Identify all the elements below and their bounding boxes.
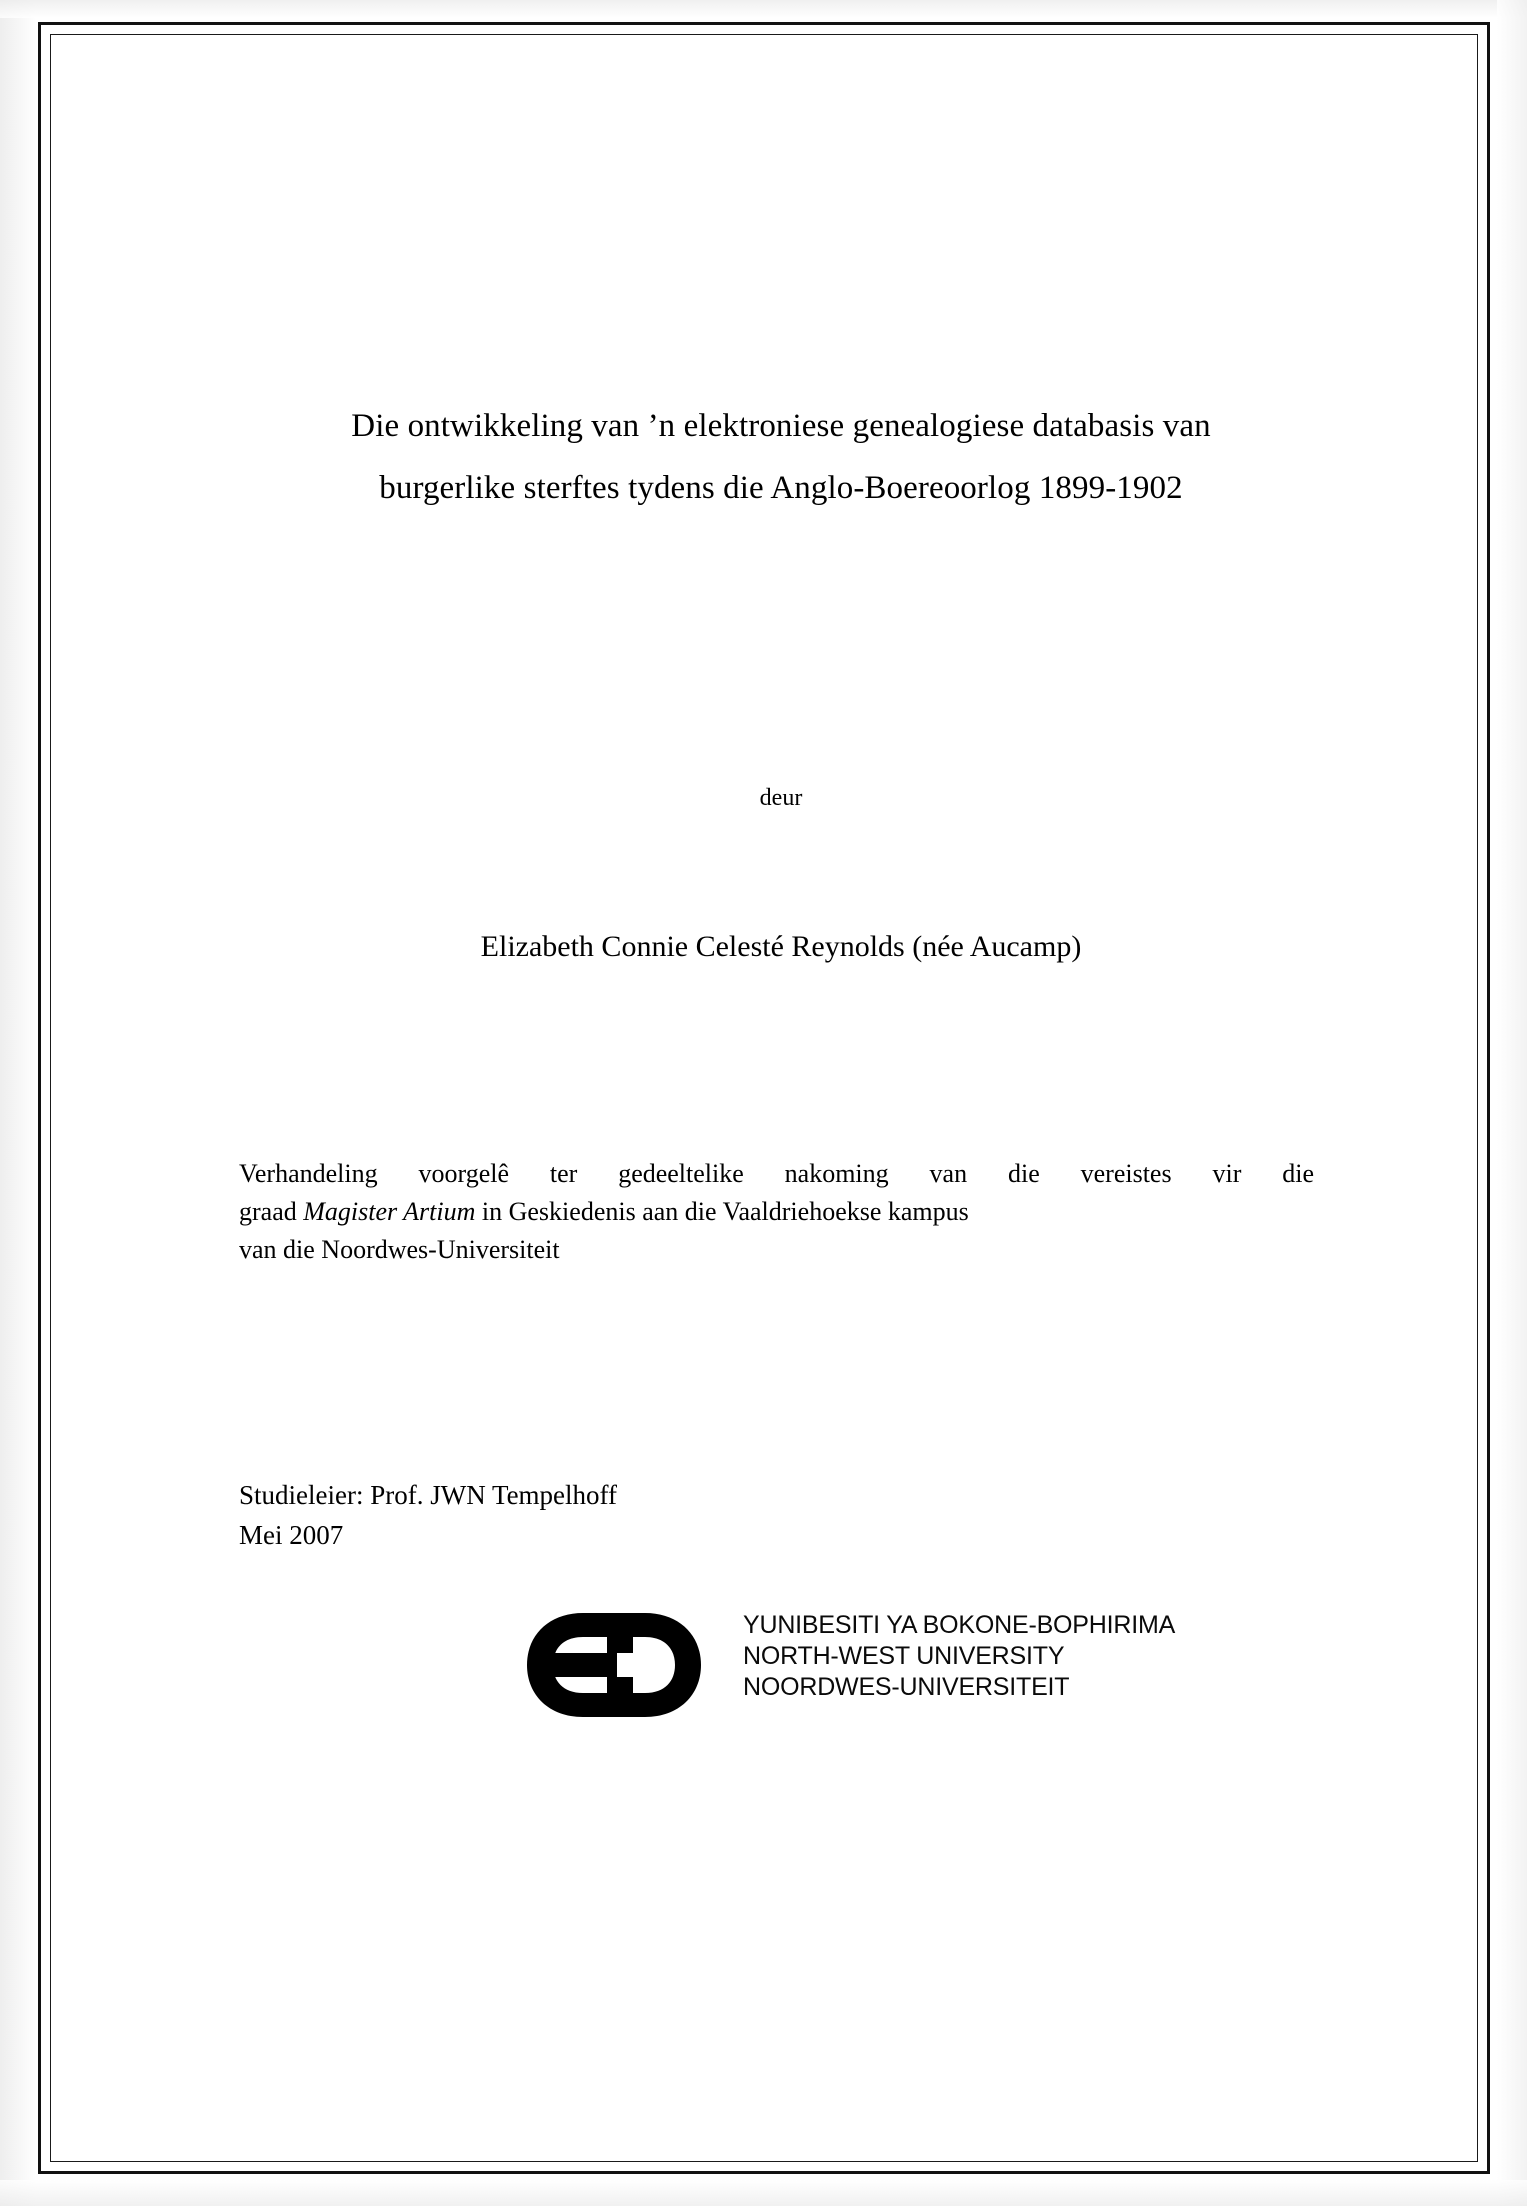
university-logo-block	[521, 1605, 1221, 1735]
degree-statement-line-3: van die Noordwes-Universiteit	[239, 1235, 560, 1264]
logo-line-3: NOORDWES-UNIVERSITEIT	[743, 1673, 1070, 1701]
degree-statement-line-2	[239, 1193, 1314, 1231]
supervisor-line: Studieleier: Prof. JWN Tempelhoff	[239, 1480, 618, 1510]
author-name: Elizabeth Connie Celesté Reynolds (née Aucamp)	[480, 930, 1082, 963]
page-title	[201, 395, 1361, 519]
scan-edge-shadow-right	[1497, 0, 1527, 2206]
title-line-1: Die ontwikkeling van ’n elektroniese genealogiese databasis van	[351, 408, 1211, 444]
logo-line-1: YUNIBESITI YA BOKONE-BOPHIRIMA	[743, 1611, 1176, 1639]
supervisor-block	[239, 1475, 1139, 1555]
page-border-frame	[38, 22, 1490, 2174]
date-line: Mei 2007	[239, 1520, 344, 1550]
title-line-2: burgerlike sterftes tydens die Anglo-Boereoorlog 1899-1902	[379, 470, 1183, 506]
logo-line-2: NORTH-WEST UNIVERSITY	[743, 1642, 1065, 1670]
degree-statement-line-1: Verhandeling voorgelê ter gedeeltelike nakoming van die vereistes vir die	[239, 1159, 1314, 1188]
scan-edge-shadow-bottom	[0, 2180, 1527, 2206]
by-label: deur	[759, 785, 803, 811]
north-west-university-logo-icon	[521, 1609, 726, 1721]
scan-edge-shadow-left	[0, 0, 36, 2206]
degree-statement-line-2-prefix: graad	[239, 1197, 304, 1226]
title-page-content	[191, 85, 1371, 2115]
degree-statement-line-2-suffix: in Geskiedenis aan die Vaaldriehoekse kampus	[475, 1197, 969, 1226]
degree-statement	[239, 1155, 1314, 1269]
university-logo-text	[743, 1610, 1175, 1703]
scan-edge-shadow-top	[0, 0, 1527, 18]
degree-name-italic: Magister Artium	[303, 1197, 476, 1226]
